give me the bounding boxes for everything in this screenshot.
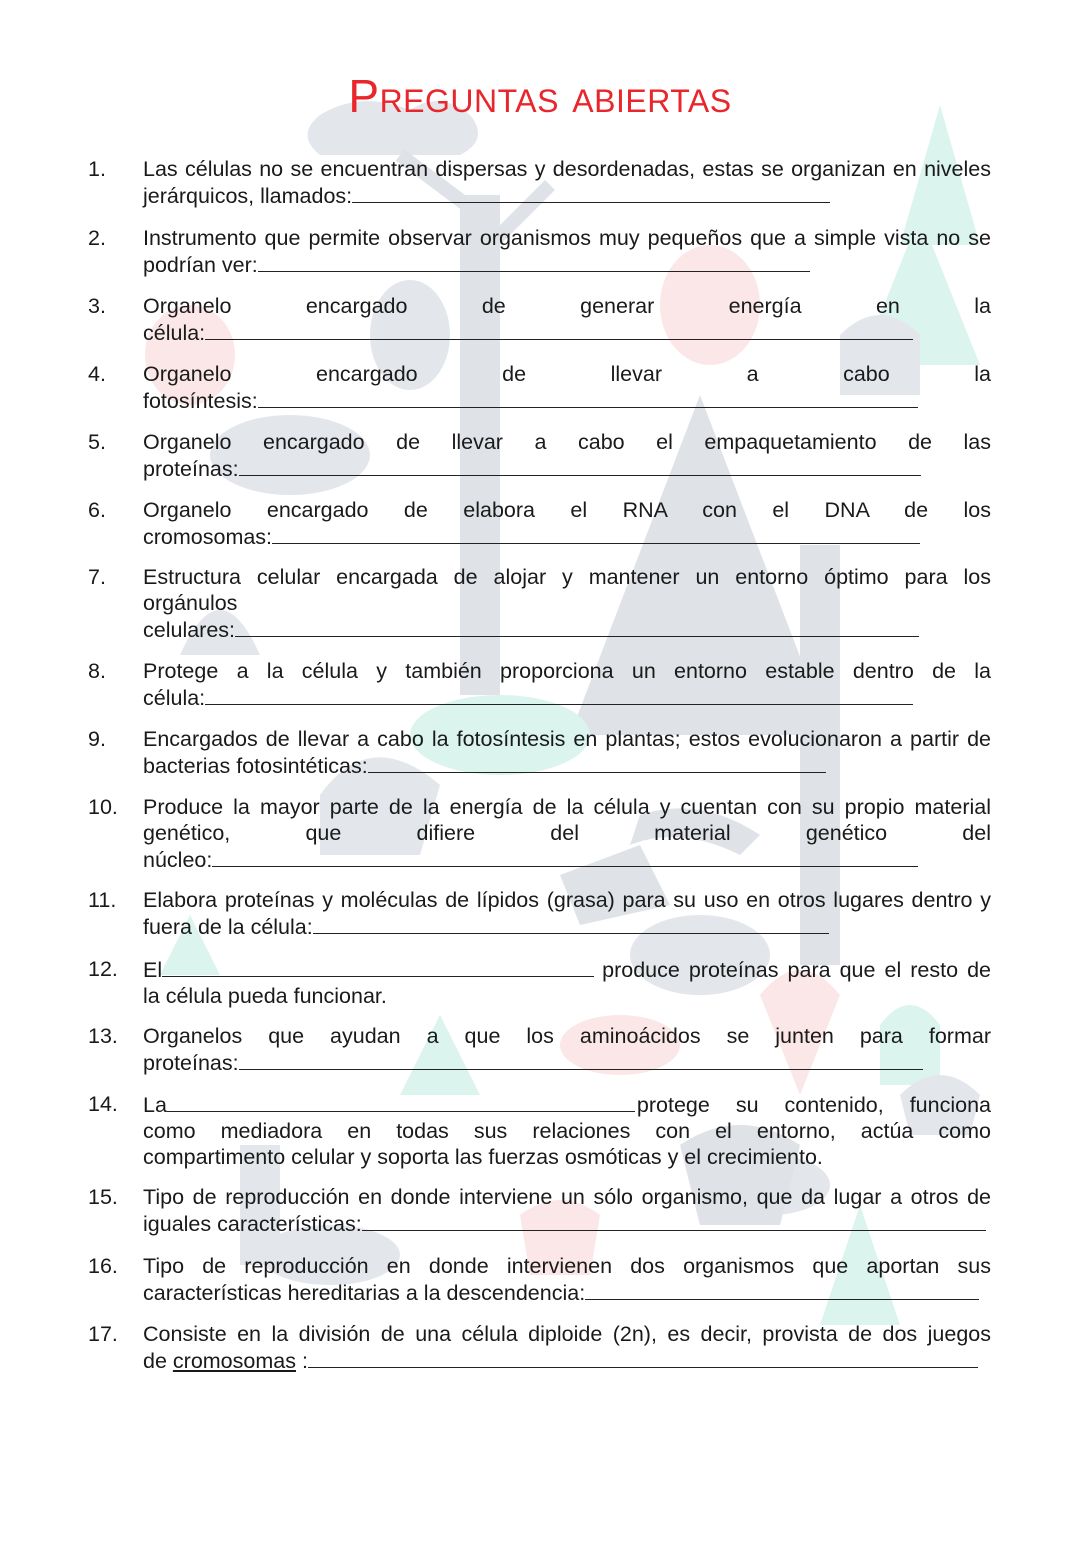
answer-blank[interactable] [235, 616, 919, 637]
answer-blank[interactable] [205, 319, 913, 340]
question-number: 6. [88, 498, 106, 522]
question-number: 3. [88, 294, 106, 318]
question-text: Organelo encargado de elabora el RNA con el DNA de los [143, 498, 991, 522]
question-11 [88, 887, 991, 940]
question-text: célula: [143, 686, 206, 710]
question-text: protege su contenido, funciona [636, 1093, 991, 1117]
question-number: 9. [88, 727, 106, 751]
question-text: Elabora proteínas y moléculas de lípidos (grasa) para su uso en otros lugares dentro y [143, 888, 991, 912]
question-text: : [295, 1349, 308, 1373]
question-number: 2. [88, 226, 106, 250]
question-9 [88, 726, 991, 779]
question-text: como mediadora en todas sus relaciones con el entorno, actúa como [143, 1119, 991, 1143]
question-text: Organelos que ayudan a que los aminoácidos se junten para formar [143, 1024, 991, 1048]
question-number: 13. [88, 1024, 118, 1048]
question-text: iguales características: [143, 1212, 362, 1236]
question-text: orgánulos [143, 591, 238, 615]
question-text: podrían ver: [143, 253, 258, 277]
question-number: 15. [88, 1185, 118, 1209]
page-title: Preguntas abiertas [348, 70, 732, 122]
question-13 [88, 1023, 991, 1076]
answer-blank[interactable] [162, 956, 594, 977]
question-text: núcleo: [143, 848, 213, 872]
cromosomas-link-text: cromosomas [172, 1349, 296, 1373]
answer-blank[interactable] [167, 1091, 635, 1112]
question-text: Organelo encargado de generar energía en la [143, 294, 991, 318]
question-text: Las células no se encuentran dispersas y desordenadas, estas se organizan en niveles [143, 157, 991, 181]
question-number: 10. [88, 795, 118, 819]
question-text: genético, que difiere del material genético del [143, 821, 991, 845]
question-text: fotosíntesis: [143, 389, 258, 413]
question-text: la célula pueda funcionar. [143, 984, 387, 1008]
question-12 [88, 956, 991, 1009]
question-text: compartimento celular y soporta las fuerzas osmóticas y el crecimiento. [143, 1145, 823, 1169]
question-text: proteínas: [143, 457, 239, 481]
question-text: características hereditarias a la descendencia: [143, 1281, 586, 1305]
question-number: 5. [88, 430, 106, 454]
question-text: Organelo encargado de llevar a cabo la [143, 362, 991, 386]
answer-blank[interactable] [272, 523, 920, 544]
question-text: Produce la mayor parte de la energía de la célula y cuentan con su propio material [143, 795, 991, 819]
answer-blank[interactable] [362, 1210, 986, 1231]
answer-blank[interactable] [205, 684, 913, 705]
answer-blank[interactable] [239, 1049, 923, 1070]
question-text: Protege a la célula y también proporciona un entorno estable dentro de la [143, 659, 991, 683]
question-text: bacterias fotosintéticas: [143, 754, 368, 778]
answer-blank[interactable] [239, 455, 921, 476]
question-text: Organelo encargado de llevar a cabo el empaquetamiento de las [143, 430, 991, 454]
question-16 [88, 1253, 991, 1306]
question-text: Estructura celular encargada de alojar y mantener un entorno óptimo para los [143, 565, 991, 589]
question-text: fuera de la célula: [143, 915, 313, 939]
question-text: cromosomas: [143, 525, 273, 549]
question-6 [88, 497, 991, 550]
answer-blank[interactable] [258, 387, 918, 408]
question-number: 4. [88, 362, 106, 386]
question-17 [88, 1321, 991, 1374]
question-text: proteínas: [143, 1051, 239, 1075]
question-1 [88, 156, 991, 209]
question-number: 12. [88, 957, 118, 981]
question-text: jerárquicos, llamados: [143, 184, 353, 208]
question-3 [88, 293, 991, 346]
answer-blank[interactable] [212, 846, 918, 867]
question-text: Encargados de llevar a cabo la fotosíntesis en plantas; estos evolucionaron a partir de [143, 727, 991, 751]
question-number: 7. [88, 565, 106, 589]
answer-blank[interactable] [308, 1347, 978, 1368]
question-15 [88, 1184, 991, 1237]
answer-blank[interactable] [313, 913, 829, 934]
question-text: de [143, 1349, 167, 1373]
question-7 [88, 564, 991, 643]
answer-blank[interactable] [258, 251, 810, 272]
question-text: La [143, 1093, 167, 1117]
question-4 [88, 361, 991, 414]
answer-blank[interactable] [368, 752, 826, 773]
question-text: El [143, 958, 163, 982]
question-text: célula: [143, 321, 206, 345]
answer-blank[interactable] [585, 1279, 979, 1300]
question-5 [88, 429, 991, 482]
question-text: Tipo de reproducción en donde intervienen dos organismos que aportan sus [143, 1254, 991, 1278]
question-number: 14. [88, 1092, 118, 1116]
question-number: 11. [88, 888, 117, 912]
question-14 [88, 1091, 991, 1170]
question-2 [88, 225, 991, 278]
question-text: produce proteínas para que el resto de [602, 958, 991, 982]
question-text: Tipo de reproducción en donde interviene un sólo organismo, que da lugar a otros de [143, 1185, 991, 1209]
question-number: 16. [88, 1254, 118, 1278]
question-number: 17. [88, 1322, 118, 1346]
question-number: 1. [88, 157, 106, 181]
question-8 [88, 658, 991, 711]
question-number: 8. [88, 659, 106, 683]
question-text: Instrumento que permite observar organismos muy pequeños que a simple vista no se [143, 226, 991, 250]
question-text: celulares: [143, 618, 236, 642]
answer-blank[interactable] [352, 182, 830, 203]
question-10 [88, 794, 991, 873]
question-text: Consiste en la división de una célula diploide (2n), es decir, provista de dos juegos [143, 1322, 991, 1346]
